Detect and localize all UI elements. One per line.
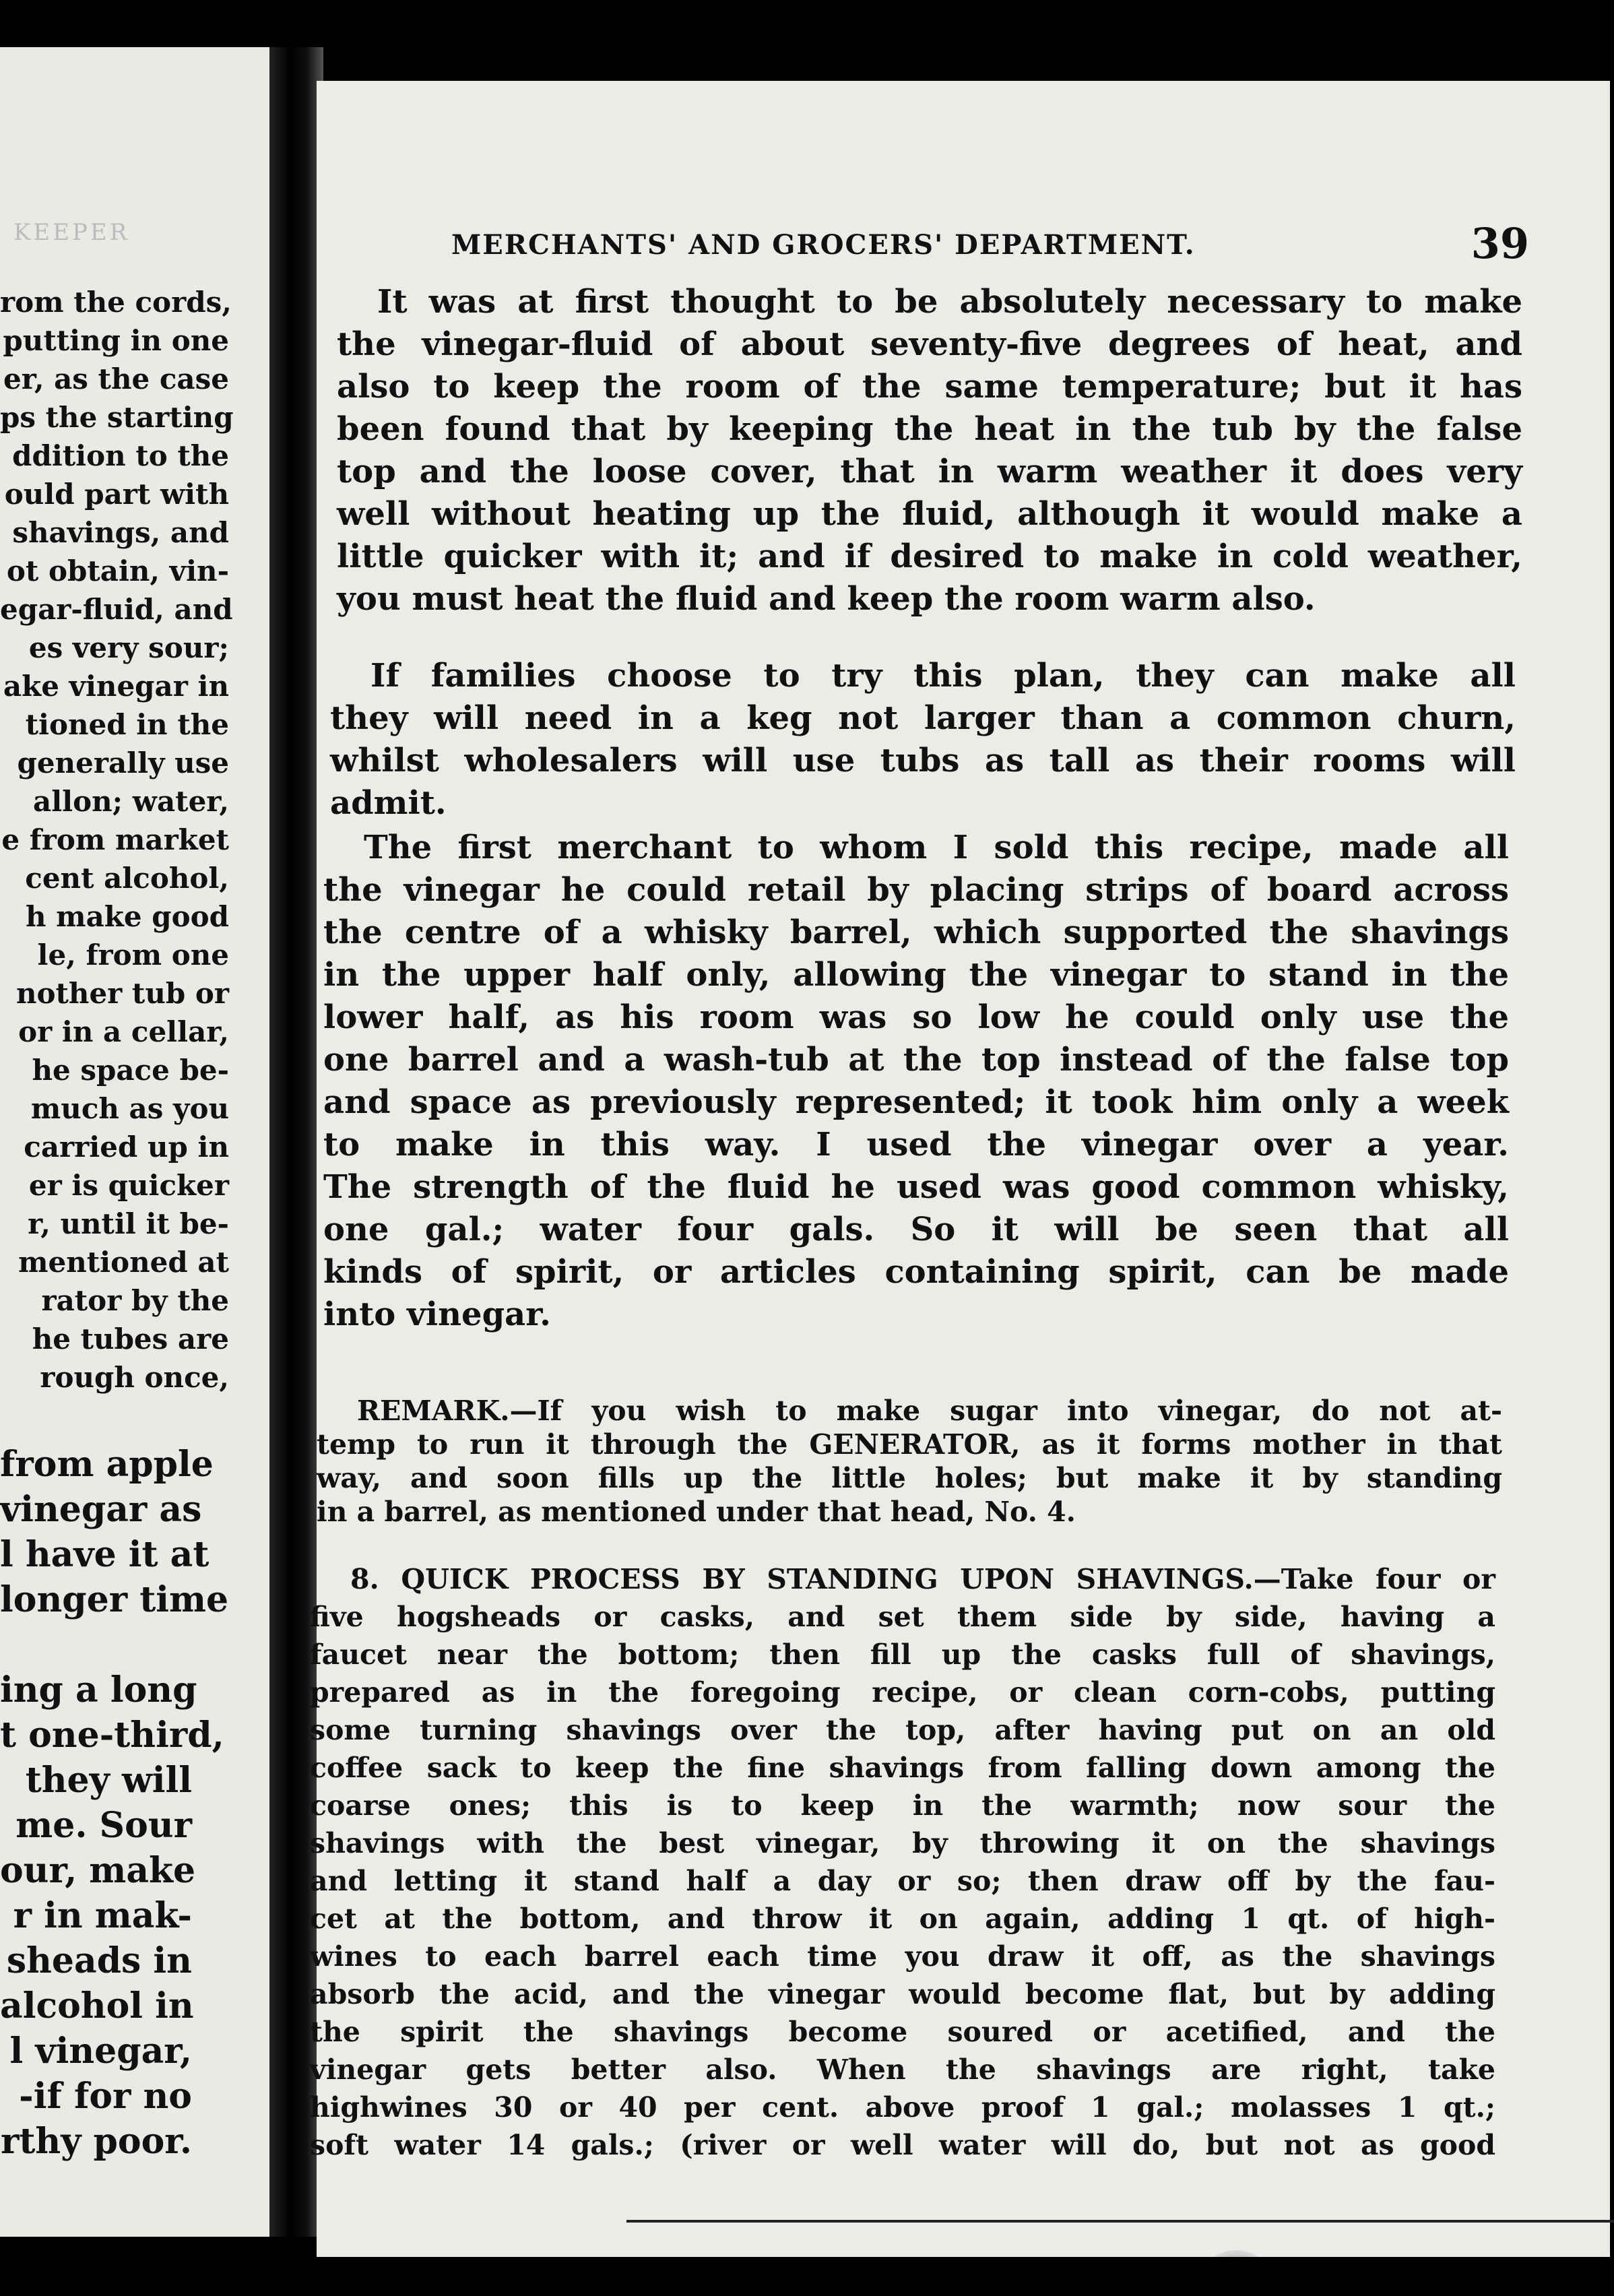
paragraph-2-line: admit. (330, 784, 447, 822)
scan-border-bottom (0, 2257, 1614, 2296)
remark-line: way, and soon fills up the little holes; but make it by standing (317, 1462, 1502, 1494)
left-line: they will (25, 1760, 192, 1801)
section-8-line: some turning shavings over the top, after having put on an old (310, 1714, 1495, 1746)
paragraph-1-line: top and the loose cover, that in warm weather it does very (337, 453, 1522, 490)
left-line: carried up in (24, 1130, 229, 1163)
left-line: generally use (17, 746, 229, 779)
section-8-line: coarse ones; this is to keep in the warmth; now sour the (310, 1789, 1495, 1822)
left-line: e from market (1, 823, 229, 856)
left-line: he tubes are (32, 1322, 229, 1356)
section-8-line: vinegar gets better also. When the shavings are right, take (310, 2053, 1495, 2086)
left-line: alcohol in (0, 1985, 194, 2027)
paragraph-3-line: to make in this way. I used the vinegar over a year. (323, 1126, 1509, 1163)
left-line: er, as the case (3, 362, 229, 395)
left-line: -if for no (19, 2076, 192, 2117)
paragraph-1-line: you must heat the fluid and keep the room warm also. (337, 580, 1316, 618)
left-line: h make good (25, 900, 229, 933)
left-line: er is quicker (28, 1169, 229, 1202)
left-line: l vinegar, (9, 2031, 192, 2072)
left-line: much as you (30, 1092, 229, 1125)
left-line: me. Sour (15, 1805, 192, 1846)
paragraph-1-line: It was at first thought to be absolutely necessary to make (377, 283, 1522, 321)
left-running-head: KEEPER (13, 219, 130, 246)
facing-page-left (0, 47, 276, 2237)
section-8-line: shavings with the best vinegar, by throwing it on the shavings (310, 1827, 1495, 1859)
paragraph-1-line: been found that by keeping the heat in the tub by the false (337, 410, 1522, 448)
section-8-line: and letting it stand half a day or so; then draw off by the fau- (310, 1865, 1495, 1897)
left-line: nother tub or (15, 977, 229, 1010)
section-8-line: highwines 30 or 40 per cent. above proof 1 gal.; molasses 1 qt.; (310, 2091, 1495, 2124)
section-8-line: the spirit the shavings become soured or acetified, and the (310, 2016, 1495, 2048)
left-line: he space be- (32, 1054, 229, 1087)
paragraph-3-line: and space as previously represented; it took him only a week (323, 1083, 1509, 1121)
left-line: ing a long (0, 1669, 197, 1711)
left-line: ould part with (4, 478, 229, 511)
section-8-line: wines to each barrel each time you draw it off, as the shavings (310, 1940, 1495, 1973)
left-line: t one-third, (0, 1715, 224, 1756)
paragraph-3-line: lower half, as his room was so low he could only use the (323, 998, 1509, 1036)
paragraph-1-line: also to keep the room of the same temperature; but it has (337, 368, 1522, 406)
left-line: tioned in the (25, 708, 229, 741)
section-8-line: cet at the bottom, and throw it on again, adding 1 qt. of high- (310, 1903, 1495, 1935)
page-39 (310, 81, 1610, 2270)
section-8-line: soft water 14 gals.; (river or well water will do, but not as good (310, 2129, 1495, 2161)
section-8-line: five hogsheads or casks, and set them side by side, having a (310, 1601, 1495, 1633)
left-line: cent alcohol, (25, 862, 229, 895)
left-line: r in mak- (13, 1895, 192, 1936)
left-line: egar-fluid, and (0, 593, 233, 626)
remark-line: temp to run it through the GENERATOR, as it forms mother in that (317, 1428, 1502, 1461)
left-line: ot obtain, vin- (6, 554, 229, 587)
section-8-line: faucet near the bottom; then fill up the casks full of shavings, (310, 1638, 1495, 1671)
left-line: ddition to the (12, 439, 229, 472)
left-line: shavings, and (12, 516, 229, 549)
left-column-a (0, 283, 276, 1397)
left-line: rator by the (41, 1284, 229, 1317)
section-8-line: absorb the acid, and the vinegar would become flat, but by adding (310, 1978, 1495, 2010)
left-line: our, make (0, 1850, 196, 1891)
left-line: putting in one (3, 324, 229, 357)
left-line: es very sour; (28, 631, 229, 664)
paragraph-2-line: whilst wholesalers will use tubs as tall as their rooms will (330, 742, 1516, 779)
page-number: 39 (1471, 219, 1529, 268)
paragraph-3-line: kinds of spirit, or articles containing spirit, can be made (323, 1253, 1509, 1291)
left-line: rom the cords, (0, 286, 232, 319)
paragraph-2-line: If families choose to try this plan, they can make all (370, 657, 1516, 695)
paragraph-3-line: one gal.; water four gals. So it will be seen that all (323, 1211, 1509, 1248)
left-line: r, until it be- (28, 1207, 229, 1240)
paragraph-3-line: into vinegar. (323, 1296, 551, 1333)
paragraph-2-line: they will need in a keg not larger than a common churn, (330, 699, 1516, 737)
left-line: mentioned at (18, 1246, 229, 1279)
paragraph-3-line: in the upper half only, allowing the vinegar to stand in the (323, 956, 1509, 994)
left-line: rough once, (40, 1361, 229, 1394)
left-line: longer time (0, 1579, 229, 1620)
left-line: ake vinegar in (3, 670, 229, 703)
left-line: vinegar as (0, 1489, 202, 1530)
left-line (0, 1622, 276, 1667)
paragraph-1-line: the vinegar-fluid of about seventy-five degrees of heat, and (337, 325, 1522, 363)
paragraph-3-line: The strength of the fluid he used was good common whisky, (323, 1168, 1509, 1206)
paragraph-3-line: the centre of a whisky barrel, which supported the shavings (323, 914, 1509, 951)
left-line: ps the starting (0, 401, 234, 434)
section-8-line: coffee sack to keep the fine shavings from falling down among the (310, 1752, 1495, 1784)
paragraph-3-line: The first merchant to whom I sold this recipe, made all (364, 829, 1509, 866)
left-line: or in a cellar, (18, 1015, 229, 1048)
remark-line: in a barrel, as mentioned under that head, No. 4. (317, 1496, 1076, 1528)
left-line: sheads in (6, 1940, 192, 1981)
page-header (451, 216, 1529, 269)
left-line: allon; water, (33, 785, 229, 818)
paragraph-1-line: little quicker with it; and if desired to make in cold weather, (337, 538, 1522, 575)
section-8-line: 8. QUICK PROCESS BY STANDING UPON SHAVINGS.—Take four or (350, 1563, 1495, 1595)
section-8-line: prepared as in the foregoing recipe, or clean corn-cobs, putting (310, 1676, 1495, 1709)
left-line: rthy poor. (1, 2121, 192, 2162)
left-line: le, from one (37, 938, 229, 971)
remark-line: REMARK.—If you wish to make sugar into vinegar, do not at- (357, 1395, 1502, 1427)
paragraph-1-line: well without heating up the fluid, although it would make a (337, 495, 1522, 533)
paragraph-3-line: one barrel and a wash-tub at the top instead of the false top (323, 1041, 1509, 1079)
bottom-rule (626, 2220, 1614, 2223)
left-line: from apple (0, 1444, 214, 1485)
left-column-b (0, 1442, 276, 2164)
paragraph-3-line: the vinegar he could retail by placing strips of board across (323, 871, 1509, 909)
left-line: l have it at (0, 1534, 209, 1575)
running-head: MERCHANTS' AND GROCERS' DEPARTMENT. (451, 229, 1196, 261)
